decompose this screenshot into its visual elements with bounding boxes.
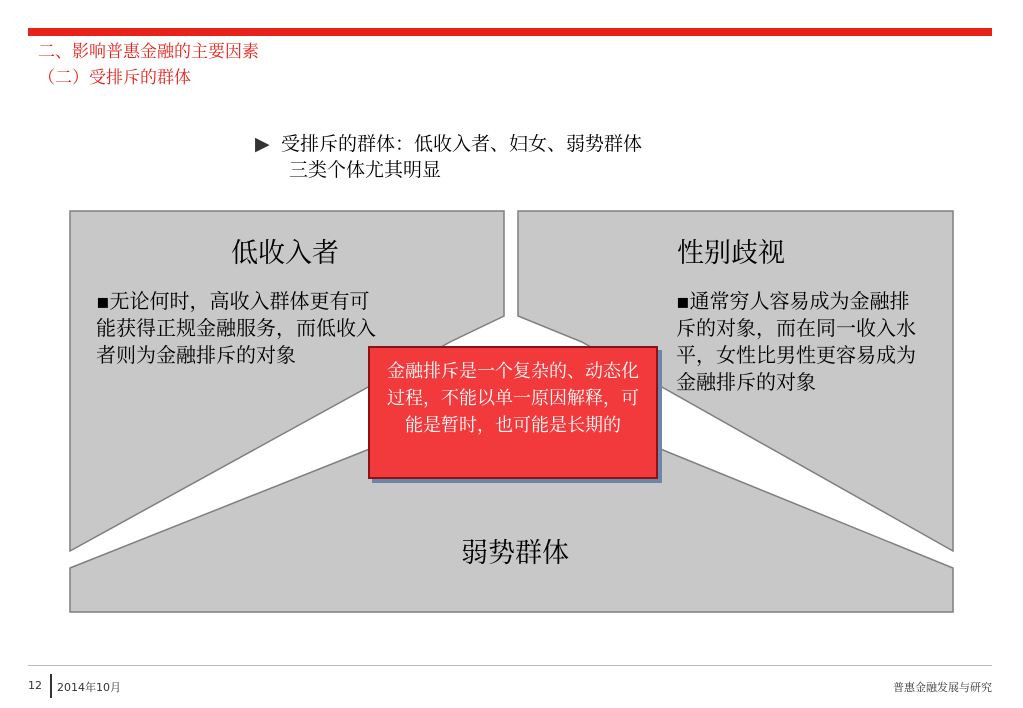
low-income-title: 低收入者 <box>231 238 339 269</box>
footer-separator <box>50 674 52 698</box>
subsection-title: （二）受排斥的群体 <box>38 68 191 88</box>
intro-line-2: 三类个体尤其明显 <box>289 159 442 181</box>
footer-org: 普惠金融发展与研究 <box>893 681 992 694</box>
center-note-text: 金融排斥是一个复杂的、动态化过程，不能以单一原因解释，可能是暂时，也可能是长期的 <box>387 361 639 436</box>
intro-line-1: 受排斥的群体：低收入者、妇女、弱势群体 <box>281 133 643 155</box>
low-income-text: ▪无论何时，高收入群体更有可能获得正规金融服务，而低收入者则为金融排斥的对象 <box>96 289 376 367</box>
page-number: 12 <box>28 679 42 692</box>
vulnerable-title: 弱势群体 <box>461 538 569 569</box>
gender-title: 性别歧视 <box>677 238 785 269</box>
footer-divider <box>28 665 992 666</box>
footer-date: 2014年10月 <box>57 681 121 694</box>
section-title: 二、影响普惠金融的主要因素 <box>38 42 259 62</box>
gender-text: ▪通常穷人容易成为金融排斥的对象，而在同一收入水平，女性比男性更容易成为金融排斥的对象 <box>676 289 916 394</box>
center-note-box <box>368 346 658 479</box>
triangle-right-icon: ▶ <box>255 133 270 155</box>
